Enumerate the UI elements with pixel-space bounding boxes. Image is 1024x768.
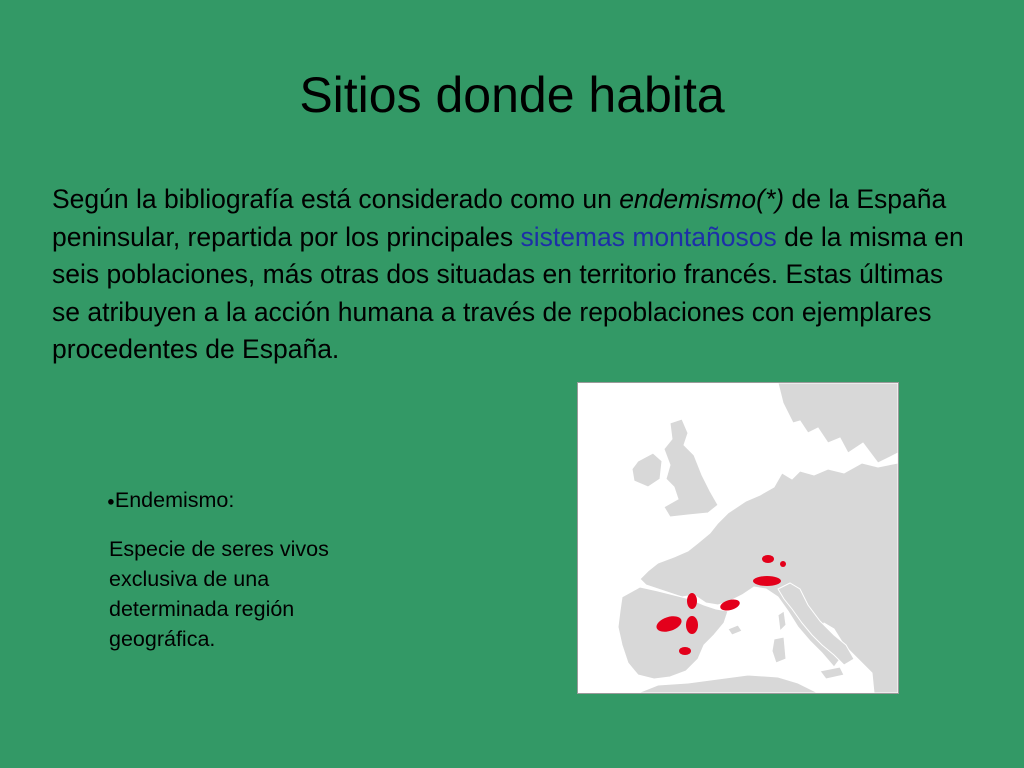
definition-text: Especie de seres vivos exclusiva de una determinada región geográfica. xyxy=(109,537,329,652)
europe-map-image xyxy=(578,383,898,693)
sistemas-montanosos-link[interactable]: sistemas montañosos xyxy=(520,221,777,252)
range-area-6 xyxy=(753,576,781,586)
paragraph-text-1: Según la bibliografía está considerado como un xyxy=(52,184,620,214)
range-area-3 xyxy=(686,616,698,634)
range-area-8 xyxy=(780,561,786,567)
slide-title: Sitios donde habita xyxy=(299,67,725,123)
bullet-icon: ● xyxy=(107,493,115,509)
endemismo-term: endemismo(*) xyxy=(619,184,785,214)
paragraph-text-3: de la misma en seis poblaciones, más otras dos situadas en territorio francés. Estas últimas se atribuyen a la acción humana a través de repoblaciones con ejemplares procedentes de España. xyxy=(52,221,964,364)
definition-heading xyxy=(107,485,399,516)
range-area-2 xyxy=(687,593,697,609)
definition-note xyxy=(109,485,399,654)
distribution-map xyxy=(577,382,899,694)
definition-heading-text: Endemismo: xyxy=(114,488,235,512)
paragraph-text-2: de la España peninsular, repartida por los principales xyxy=(52,184,947,252)
range-area-7 xyxy=(762,555,774,563)
range-area-5 xyxy=(679,647,691,655)
main-paragraph xyxy=(52,181,972,369)
